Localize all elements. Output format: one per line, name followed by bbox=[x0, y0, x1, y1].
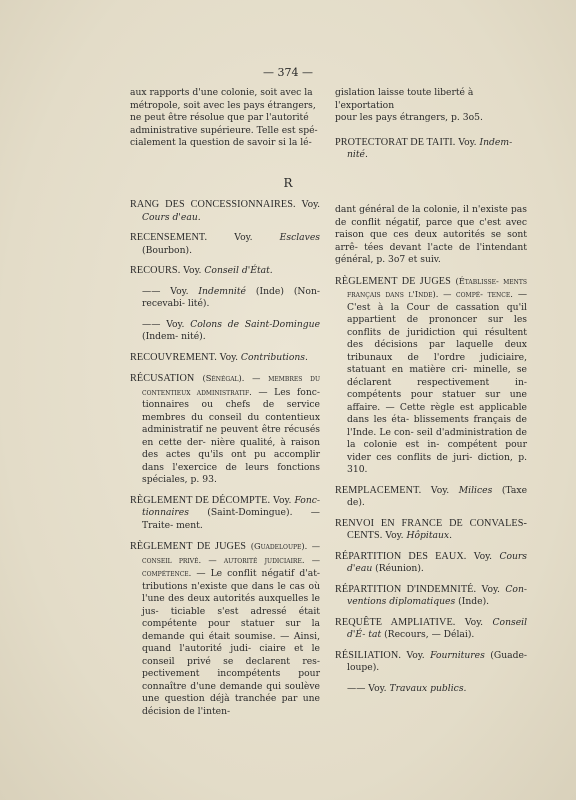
index-entry bbox=[335, 275, 527, 477]
entry-tail: (Inde). bbox=[458, 596, 490, 607]
entry-subheads: (Établisse- ments français dans l'Inde). — compé- tence. bbox=[347, 275, 527, 299]
entry-voy: Voy. bbox=[458, 136, 477, 148]
entry-head: RECENSEMENT. bbox=[130, 232, 208, 243]
text-line: administrative supérieure. Telle est spé- bbox=[130, 124, 318, 136]
entry-head: RÉPARTITION D'INDEMNITÉ. bbox=[335, 583, 477, 595]
entry-ref: Fournitures bbox=[430, 649, 485, 661]
entry-dash: —— Voy. bbox=[142, 285, 189, 297]
top-left-column bbox=[130, 87, 320, 150]
entry-ref: Cours d'eau bbox=[347, 550, 528, 574]
entry-body: — Les fonc- tionnaires ou chefs de service membres du conseil du contentieux administratif ne peuvent être récusés en cette der- nière qualité, à raison des actes qu'ils ont pu accomplir dans l'exercice de leurs fonctions spéciales, p. 93. bbox=[142, 386, 320, 485]
entry-ref: Conseil d'État. bbox=[204, 265, 273, 276]
entry-text: dant général de la colonie, il n'existe pas de conflit négatif, parce que c'est avec raison que ces deux autorités se sont arrê- tées devant l'acte de l'intendant général, p. 3o7 et suiv. bbox=[335, 204, 527, 265]
text-line: ne peut être résolue que par l'autorité bbox=[130, 112, 309, 123]
index-entry bbox=[130, 372, 320, 487]
entry-ref: Indem- nité. bbox=[347, 136, 513, 160]
entry-head: REMPLACEMENT. bbox=[335, 484, 422, 496]
entry-voy: Voy. bbox=[385, 530, 404, 541]
entry-voy: Voy. bbox=[406, 649, 425, 661]
top-right-column bbox=[335, 87, 527, 162]
right-column bbox=[335, 204, 527, 703]
entry-tail: (Recours, — Délai). bbox=[384, 629, 475, 640]
text-line: gislation laisse toute liberté à l'exportation bbox=[335, 87, 474, 111]
entry-ref: Milices bbox=[458, 484, 493, 496]
entry-voy: Voy. bbox=[481, 583, 500, 595]
entry-tail: (Inde) (Non-recevabi- lité). bbox=[142, 285, 320, 309]
entry-head: RÉPARTITION DES EAUX. bbox=[335, 550, 467, 562]
index-entry bbox=[130, 232, 320, 257]
index-entry bbox=[130, 352, 320, 365]
entry-body: — Le conflit négatif d'at- tributions n'existe que dans le cas où l'une des deux autorités auxquelles le jus- ticiable s'est adressé était compétente pour statuer sur la demande qui était soumise. — Ainsi, quand l'autorité judi- ciaire et le conseil privé se declarent res- pectivement incompétents pour connaître d'une demande qui soulève une question déjà tranchée par une décision de l'inten- bbox=[142, 568, 321, 717]
entry-ref: Conseil d'É- tat bbox=[347, 616, 528, 640]
entry-ref: Travaux publics. bbox=[389, 682, 467, 694]
text-line: métropole, soit avec les pays étrangers, bbox=[130, 99, 316, 111]
index-entry bbox=[335, 204, 527, 267]
index-entry bbox=[335, 617, 527, 642]
index-entry bbox=[130, 265, 320, 278]
left-column bbox=[130, 199, 320, 726]
index-entry bbox=[335, 551, 527, 576]
entry-voy: Voy. bbox=[473, 550, 493, 562]
entry-head: RÉSILIATION. bbox=[335, 649, 401, 661]
entry-dash: —— Voy. bbox=[347, 682, 387, 694]
entry-voy: Voy. bbox=[464, 616, 484, 628]
entry-voy: Voy. bbox=[183, 265, 202, 276]
entry-head: RÈGLEMENT DE DÉCOMPTE. bbox=[130, 494, 271, 506]
entry-ref: Hôpitaux. bbox=[406, 530, 453, 541]
index-entry bbox=[335, 485, 527, 510]
entry-subheads: (Guadeloupe). — conseil privé. — autorité judiciaire. — compétence. bbox=[142, 541, 320, 578]
index-entry bbox=[130, 495, 320, 533]
index-entry bbox=[130, 199, 320, 224]
entry-head: PROTECTORAT DE TAITI. bbox=[335, 136, 456, 148]
text-line: cialement la question de savoir si la lé- bbox=[130, 137, 312, 148]
page-number: — 374 — bbox=[263, 66, 313, 79]
entry-tail: (Indem- nité). bbox=[142, 331, 206, 342]
entry-dash: —— Voy. bbox=[142, 318, 185, 330]
entry-tail: (Réunion). bbox=[375, 563, 424, 574]
entry-voy: Voy. bbox=[273, 494, 292, 506]
section-letter: R bbox=[283, 176, 293, 190]
entry-ref: Contributions. bbox=[240, 351, 308, 363]
entry-tail: (Bourbon). bbox=[142, 244, 193, 256]
entry-head: RECOURS. bbox=[130, 265, 181, 276]
entry-voy: Voy. bbox=[301, 199, 320, 210]
entry-tail: (Taxe de). bbox=[347, 484, 528, 508]
entry-voy: Voy. bbox=[234, 232, 253, 243]
entry-ref: Cours d'eau. bbox=[142, 211, 201, 223]
entry-voy: Voy. bbox=[430, 484, 450, 496]
entry-voy: Voy. bbox=[219, 351, 238, 363]
index-entry bbox=[347, 683, 527, 696]
text-line: aux rapports d'une colonie, soit avec la bbox=[130, 87, 313, 98]
entry-ref: Indemnité bbox=[198, 285, 246, 297]
entry-ref: Esclaves bbox=[279, 232, 320, 243]
entry-ref: Fonc- tionnaires bbox=[142, 494, 321, 518]
entry-head: RÈGLEMENT DE JUGES bbox=[335, 275, 451, 287]
entry-head: RENVOI EN FRANCE DE CONVALES- CENTS. bbox=[335, 517, 527, 541]
index-entry bbox=[142, 319, 320, 344]
entry-ref: Con- ventions diplomatiques bbox=[347, 583, 527, 607]
entry-head: RÉCUSATION bbox=[130, 373, 195, 384]
text-line: pour les pays étrangers, p. 3o5. bbox=[335, 112, 483, 123]
entry-body: — C'est à la Cour de cassation qu'il appartient de prononcer sur les conflits de juridiction qui résultent des décisions par laquelle deux tribunaux de l'ordre judiciaire, statuant en matière cri- minelle, se déclarent respectivement in- compétents pour statuer sur une affaire. — Cette règle est applicable dans les éta- blissements français de l'Inde. Le con- seil d'administration de la colonie est in- compétent pour vider ces conflits de juri- diction, p. 310. bbox=[347, 289, 527, 475]
entry-head: REQUÊTE AMPLIATIVE. bbox=[335, 616, 456, 628]
index-entry bbox=[130, 540, 320, 718]
index-entry bbox=[335, 650, 527, 675]
entry-ref: Colons de Saint-Domingue bbox=[190, 318, 321, 330]
entry-protectorat bbox=[335, 137, 527, 162]
entry-tail: (Guade- loupe). bbox=[347, 649, 528, 673]
index-entry bbox=[335, 584, 527, 609]
entry-subheads: (Sénégal). — membres du contentieux administratif. bbox=[142, 373, 321, 397]
entry-head: RECOUVREMENT. bbox=[130, 351, 217, 363]
entry-head: RÈGLEMENT DE JUGES bbox=[130, 541, 247, 552]
index-entry bbox=[142, 286, 320, 311]
entry-tail: (Saint-Domingue). — Traite- ment. bbox=[142, 507, 320, 531]
entry-head: RANG DES CONCESSIONNAIRES. bbox=[130, 199, 296, 210]
index-entry bbox=[335, 518, 527, 543]
